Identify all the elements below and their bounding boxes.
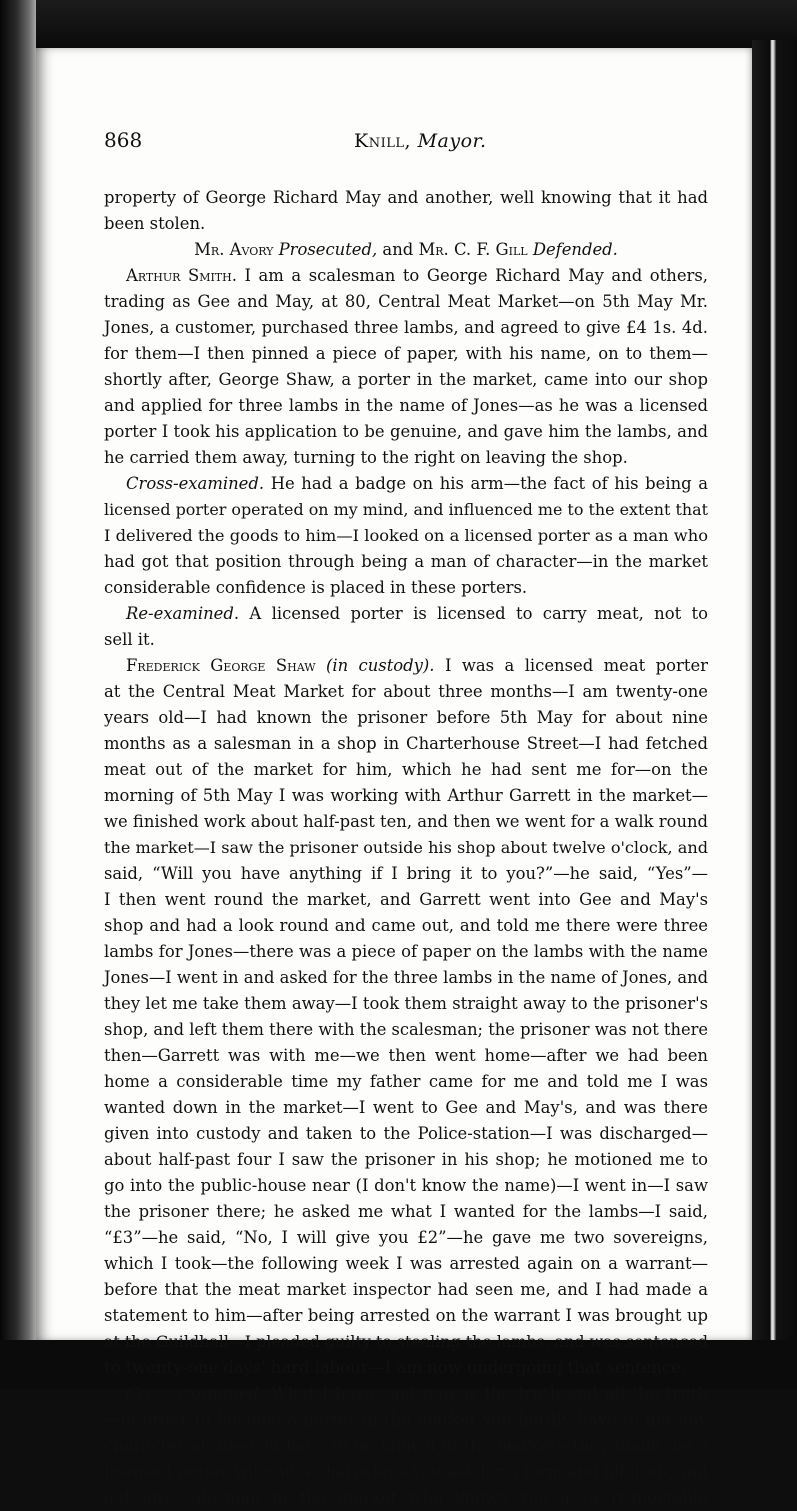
text-line [104, 653, 708, 679]
text-line [104, 1225, 708, 1251]
text-run: licensed porter operated on my mind, and influenced me to the extent that [104, 500, 708, 519]
text-line [104, 497, 708, 523]
text-run: before that the meat market inspector had seen me, and I had made a [104, 1280, 708, 1299]
text-line [104, 809, 708, 835]
text-run: been stolen. [104, 214, 206, 233]
text-line [104, 341, 708, 367]
text-run: lambs for Jones—there was a piece of paper on the lambs with the name [104, 942, 708, 961]
speaker-status: (in custody). [315, 656, 435, 675]
page-number: 868 [104, 128, 143, 152]
text-line [104, 1173, 708, 1199]
text-run: and applied for three lambs in the name of Jones—as he was a licensed [104, 396, 708, 415]
text-run: Defended. [532, 240, 618, 259]
text-run: What I have said now is the truth and all the truth [264, 1384, 708, 1403]
running-head-title: Mayor. [417, 130, 487, 152]
text-line [104, 965, 708, 991]
text-line [104, 523, 708, 549]
text-line [104, 549, 708, 575]
text-line [104, 991, 708, 1017]
text-line [104, 1381, 708, 1407]
speaker-name: Frederick George Shaw [126, 656, 316, 675]
text-run: property of George Richard May and another, well knowing that it had [104, 188, 708, 207]
text-run: statement to him—after being arrested on the warrant I was brought up [104, 1306, 708, 1325]
text-run: I then went round the market, and Garrett went into Gee and May's [104, 890, 708, 909]
text-line [104, 731, 708, 757]
text-line [104, 1017, 708, 1043]
text-line [104, 913, 708, 939]
text-run: the market—I saw the prisoner outside his shop about twelve o'clock, and [104, 838, 708, 857]
text-run: he carried them away, turning to the right on leaving the shop. [104, 448, 628, 467]
book-binding [0, 0, 36, 1389]
running-head-name: Knill, [354, 130, 412, 152]
text-line [104, 601, 708, 627]
text-run: months as a salesman in a shop in Charterhouse Street—I had fetched [104, 734, 708, 753]
text-run: shop, and left them there with the scalesman; the prisoner was not there [104, 1020, 708, 1039]
text-run: about half-past four I saw the prisoner in his shop; he motioned me to [104, 1150, 708, 1169]
text-run: sell it. [104, 630, 155, 649]
text-run: Jones, a customer, purchased three lambs, and agreed to give £4 1s. 4d. [104, 318, 708, 337]
text-line [104, 783, 708, 809]
text-run: character at all—you have to be known in the market—they made me a [104, 1436, 708, 1455]
text-line [104, 1121, 708, 1147]
text-run: the prisoner there; he asked me what I wanted for the lambs—I said, [104, 1202, 708, 1221]
text-line [104, 1459, 708, 1485]
examination-label: Cross-examined. [126, 1384, 265, 1403]
text-line [104, 315, 708, 341]
text-line [104, 679, 708, 705]
text-run: years old—I had known the prisoner before 5th May for about nine [104, 708, 708, 727]
text-run: He had a badge on his arm—the fact of his being a [264, 474, 708, 493]
text-run: they let me take them away—I took them straight away to the prisoner's [104, 994, 708, 1013]
text-run: at the Guildhall—I pleaded guilty to stealing the lambs, and was sentenced [104, 1332, 708, 1351]
text-line [104, 757, 708, 783]
text-run: considerable confidence is placed in these porters. [104, 578, 528, 597]
text-line [104, 237, 708, 263]
text-line [104, 1329, 708, 1355]
text-run: I am a scalesman to George Richard May and others, [236, 266, 708, 285]
text-line [104, 1251, 708, 1277]
text-line [104, 1199, 708, 1225]
text-line [104, 367, 708, 393]
text-run: Prosecuted, [278, 240, 383, 259]
page-header [104, 128, 708, 160]
text-line [104, 1303, 708, 1329]
text-line [104, 1433, 708, 1459]
text-line [104, 705, 708, 731]
text-run: —in order to become a porter in the market you hardly have to get any [104, 1410, 708, 1429]
text-line [104, 263, 708, 289]
text-run: A licensed porter is licensed to carry meat, not to [239, 604, 708, 623]
text-run: for them—I then pinned a piece of paper, with his name, on to them— [104, 344, 708, 363]
text-line [104, 627, 708, 653]
text-line [104, 1043, 708, 1069]
text-line [104, 1355, 708, 1381]
text-run: and [382, 240, 419, 259]
text-run: morning of 5th May I was working with Arthur Garrett in the market— [104, 786, 708, 805]
text-line [104, 1147, 708, 1173]
text-line [104, 835, 708, 861]
text-line [104, 887, 708, 913]
text-run: at the Central Meat Market for about three months—I am twenty-one [104, 682, 708, 701]
text-run: then—Garrett was with me—we then went home—after we had been [104, 1046, 708, 1065]
running-head [354, 130, 487, 152]
text-run: meat out of the market for him, which he had sent me for—on the [104, 760, 708, 779]
text-run: go into the public-house near (I don't know the name)—I went in—I saw [104, 1176, 708, 1195]
text-run: get any salesman in the market who knows you as a respectable [104, 1488, 708, 1507]
text-line [104, 211, 708, 237]
text-line [104, 1485, 708, 1511]
text-run: we finished work about half-past ten, and then we went for a walk round [104, 812, 708, 831]
text-line [104, 1095, 708, 1121]
text-run: shop and had a look round and came out, and told me there were three [104, 916, 708, 935]
text-line [104, 939, 708, 965]
text-line [104, 419, 708, 445]
speaker-name: Arthur Smith. [126, 266, 237, 285]
text-run: had got that position through being a man of character—in the market [104, 552, 708, 571]
text-run: trading as Gee and May, at 80, Central Meat Market—on 5th May Mr. [104, 292, 708, 311]
text-line [104, 1069, 708, 1095]
text-run: I delivered the goods to him—I looked on a licensed porter as a man who [104, 526, 708, 545]
text-run: home a considerable time my father came for me and told me I was [104, 1072, 708, 1091]
text-line [104, 575, 708, 601]
examination-label: Re-examined. [126, 604, 240, 623]
text-run: which I took—the following week I was arrested again on a warrant— [104, 1254, 708, 1273]
text-run: said, “Will you have anything if I bring it to you?”—he said, “Yes”— [104, 864, 708, 883]
body-text [104, 185, 708, 1511]
text-run: I was a licensed meat porter [434, 656, 708, 675]
text-run: Mr. Avory [194, 240, 279, 259]
examination-label: Cross-examined. [126, 474, 265, 493]
text-run: to twenty-one days' hard labour—I am now undergoing that sentence. [104, 1358, 687, 1377]
text-line [104, 1277, 708, 1303]
text-run: given into custody and taken to the Police-station—I was discharged— [104, 1124, 708, 1143]
text-run: Mr. C. F. Gill [418, 240, 533, 259]
text-run: wanted down in the market—I went to Gee and May's, and was there [104, 1098, 708, 1117]
text-line [104, 445, 708, 471]
text-line [104, 1407, 708, 1433]
text-line [104, 471, 708, 497]
text-line [104, 185, 708, 211]
text-line [104, 289, 708, 315]
text-run: licensed porter without a character—you ask for a form and fill it up, and [104, 1462, 708, 1481]
page-edge [752, 40, 797, 1350]
text-run: porter I took his application to be genuine, and gave him the lambs, and [104, 422, 708, 441]
text-line [104, 393, 708, 419]
text-run: “£3”—he said, “No, I will give you £2”—he gave me two sovereigns, [104, 1228, 708, 1247]
scan-dark-top [0, 0, 797, 48]
text-run: shortly after, George Shaw, a porter in the market, came into our shop [104, 370, 708, 389]
text-line [104, 861, 708, 887]
text-run: Jones—I went in and asked for the three lambs in the name of Jones, and [104, 968, 709, 987]
